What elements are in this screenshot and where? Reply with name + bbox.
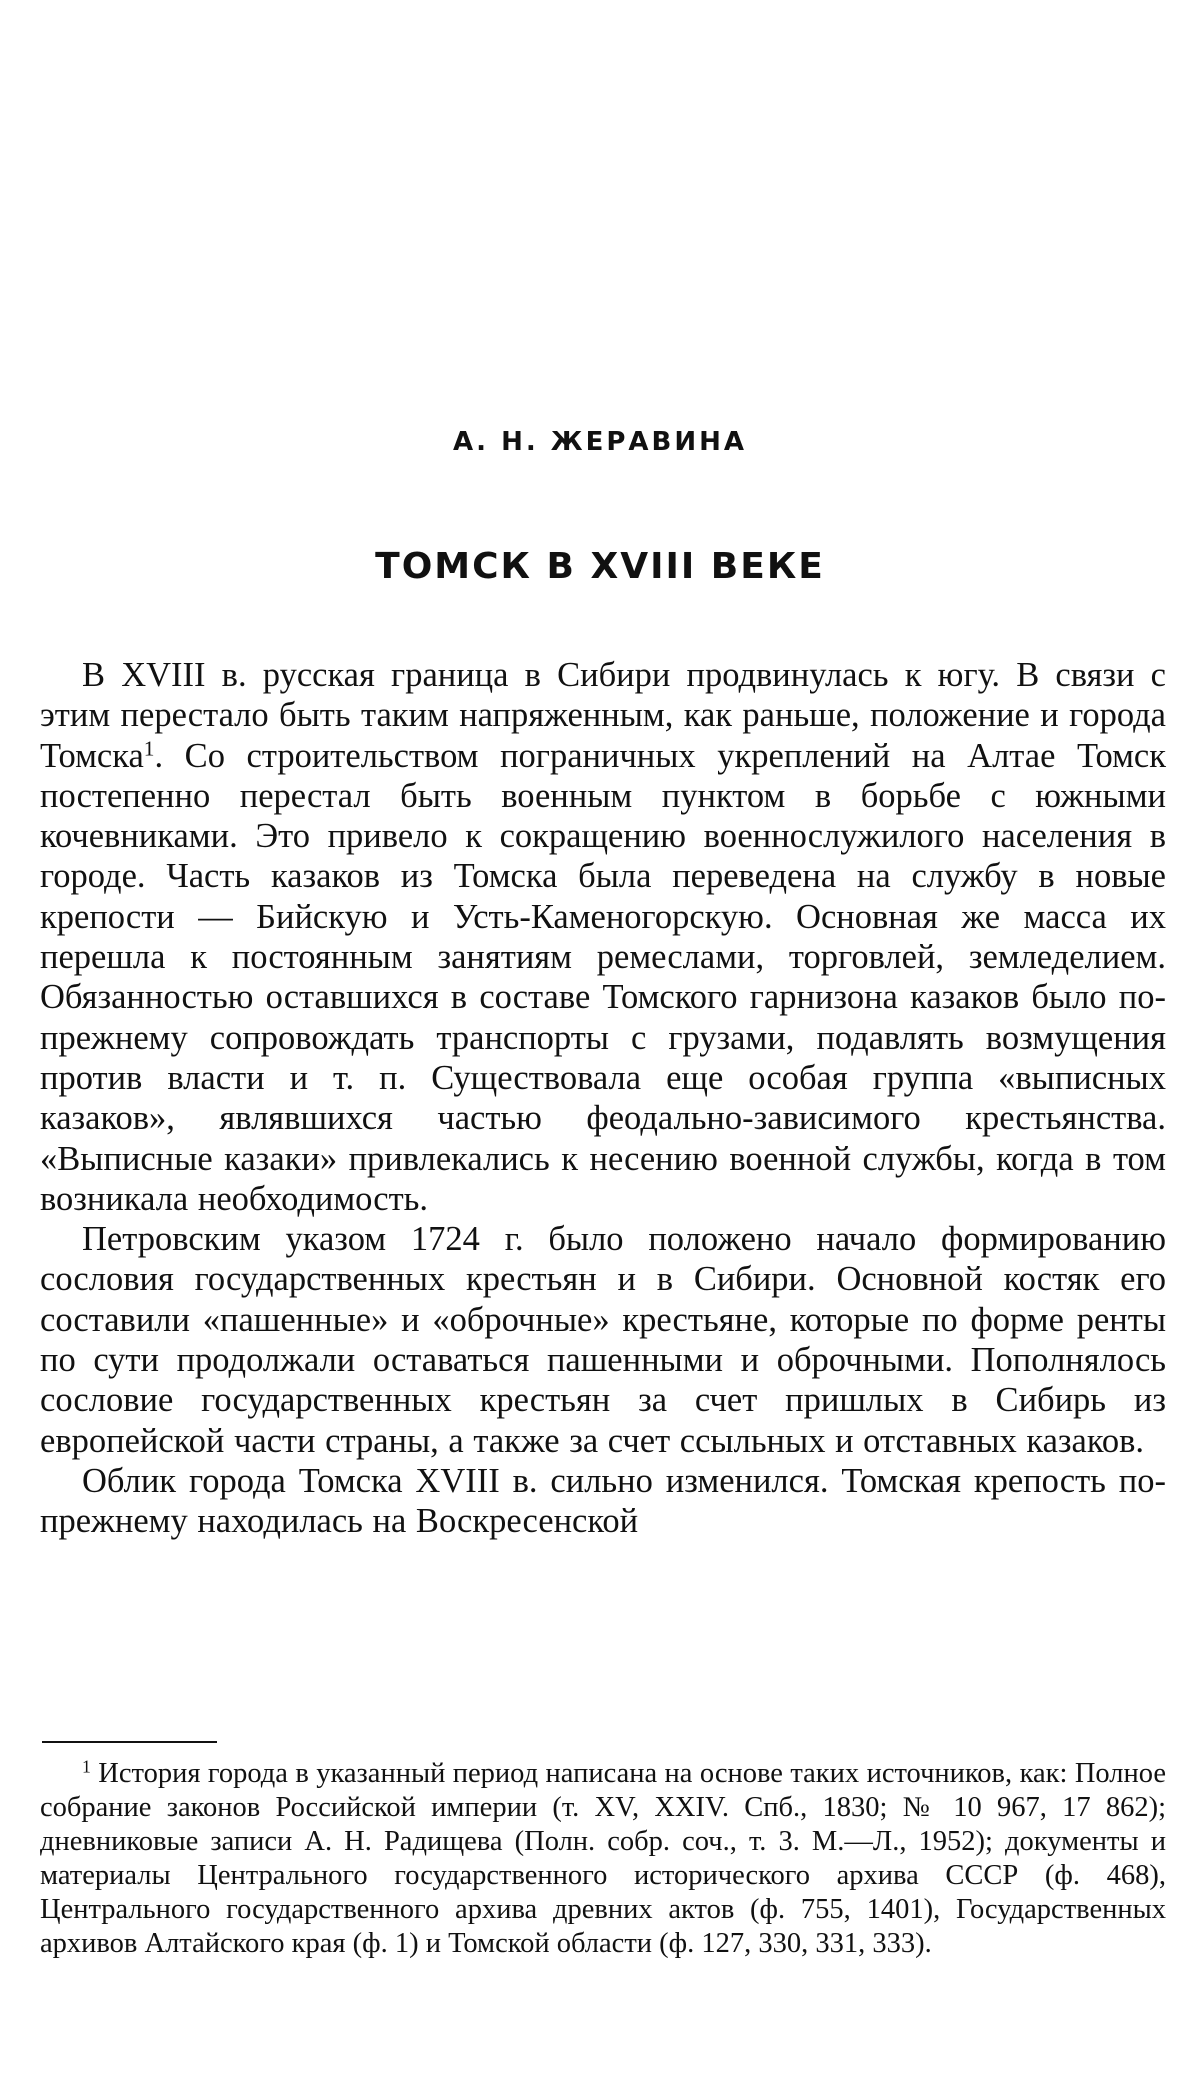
footnote <box>40 1757 1166 1961</box>
footnote-reference: 1 <box>143 735 155 760</box>
paragraph-1-text-end: . Со строительством пограничных укреплений на Алтае Томск постепенно перестал быть военным пунктом в борьбе с южными кочевниками. Это привело к сокращению военнослужилого населения в городе. Часть казаков из Томска была переведена на службу в новые крепости — Бийскую и Усть-Каменогорскую. Основная же масса их перешла к постоянным занятиям ремеслами, торговлей, земледелием. Обязанностью оставшихся в составе Томского гарнизона казаков было по-прежнему сопровождать транспорты с грузами, подавлять возмущения против власти и т. п. Существовала еще особая группа «выписных казаков», являвшихся частью феодально-зависимого крестьянства. «Выписные казаки» привлекались к несению военной службы, когда в том возникала необходимость. <box>40 736 1166 1218</box>
paragraph-3: Облик города Томска XVIII в. сильно изменился. Томская крепость по-прежнему находилась на Воскресенской <box>40 1461 1166 1541</box>
article-author: А. Н. ЖЕРАВИНА <box>453 427 747 457</box>
paragraph-1-text-start: В XVIII в. русская граница в Сибири продвинулась к югу. В связи с этим перестало быть таким напряженным, как раньше, положение и города Томска <box>40 656 1166 775</box>
article-body <box>40 655 1166 1542</box>
paragraph-1 <box>40 655 1166 1219</box>
paragraph-2: Петровским указом 1724 г. было положено начало формированию сословия государственных крестьян и в Сибири. Основной костяк его составили «пашенные» и «оброчные» крестьяне, которые по форме ренты по сути продолжали оставаться пашенными и оброчными. Пополнялось сословие государственных крестьян за счет пришлых в Сибирь из европейской части страны, а также за счет ссыльных и отставных казаков. <box>40 1220 1166 1460</box>
article-title: ТОМСК В XVIII ВЕКЕ <box>375 546 825 587</box>
footnote-text: История города в указанный период написана на основе таких источников, как: Полное собрание законов Российской империи (т. XV, XXIV. Спб., 1830; № 10 967, 17 862); дневниковые записи А. Н. Радищева (Полн. собр. соч., т. 3. М.—Л., 1952); документы и материалы Центрального государственного исторического архива СССР (ф. 468), Центрального государственного архива древних актов (ф. 755, 1401), Государственных архивов Алтайского края (ф. 1) и Томской области (ф. 127, 330, 331, 333). <box>40 1758 1166 1959</box>
footnote-marker: 1 <box>82 1756 91 1777</box>
footnote-separator <box>42 1741 217 1743</box>
